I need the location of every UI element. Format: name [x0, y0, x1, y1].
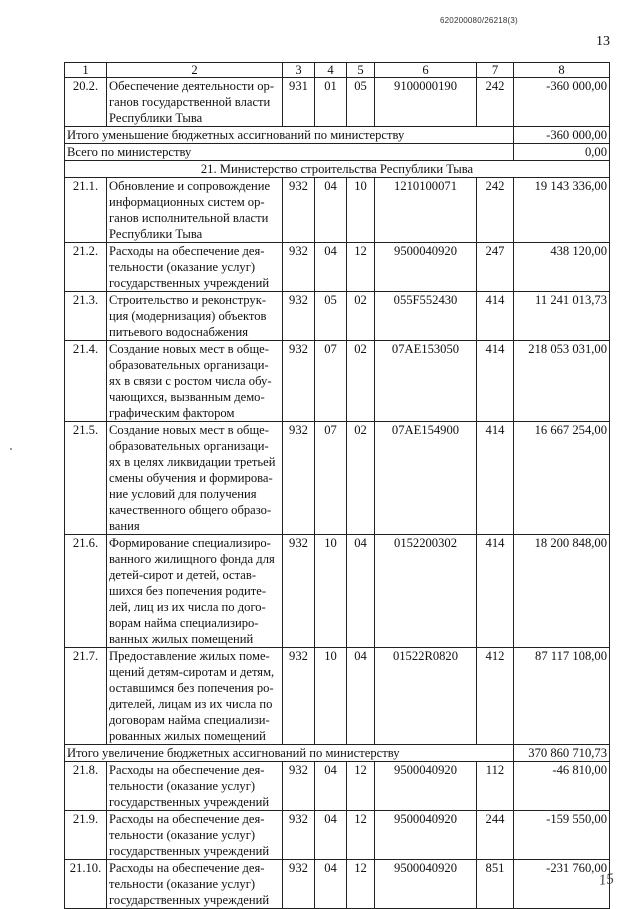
- cell-expense-type: 247: [477, 243, 514, 292]
- row-number: 21.8.: [65, 762, 107, 811]
- cell-amount: -46 810,00: [514, 762, 610, 811]
- row-number: 21.10.: [65, 860, 107, 909]
- row-description: Расходы на обеспечение дея-тельности (оказание услуг) государственных учреждений: [107, 811, 283, 860]
- column-header: 2: [107, 63, 283, 78]
- cell-section: 01: [315, 78, 347, 127]
- cell-amount: 19 143 336,00: [514, 178, 610, 243]
- subtotal-value: -360 000,00: [514, 127, 610, 144]
- cell-target-item: 9500040920: [375, 762, 477, 811]
- table-row: [65, 422, 610, 535]
- cell-amount: 16 667 254,00: [514, 422, 610, 535]
- cell-expense-type: 851: [477, 860, 514, 909]
- row-description: Расходы на обеспечение дея-тельности (оказание услуг) государственных учреждений: [107, 860, 283, 909]
- subtotal-value: 370 860 710,73: [514, 745, 610, 762]
- column-header: 3: [283, 63, 315, 78]
- row-number: 21.7.: [65, 648, 107, 745]
- table-row: [65, 535, 610, 648]
- table-row: [65, 292, 610, 341]
- row-description: Предоставление жилых поме-щений детям-сиротам и детям, оставшимся без попечения ро-дителей, лицам из их числа по договорам найма специализи-рованных жилых помещений: [107, 648, 283, 745]
- cell-expense-type: 414: [477, 292, 514, 341]
- cell-subsection: 02: [347, 422, 375, 535]
- cell-code: 932: [283, 341, 315, 422]
- cell-amount: -360 000,00: [514, 78, 610, 127]
- table-row: [65, 178, 610, 243]
- subtotal-label: Итого увеличение бюджетных ассигнований по министерству: [65, 745, 514, 762]
- cell-target-item: 9500040920: [375, 811, 477, 860]
- cell-expense-type: 112: [477, 762, 514, 811]
- row-number: 21.3.: [65, 292, 107, 341]
- subtotal-row: [65, 745, 610, 762]
- row-description: Обеспечение деятельности ор-ганов государственной власти Республики Тыва: [107, 78, 283, 127]
- cell-target-item: 9500040920: [375, 243, 477, 292]
- cell-amount: 11 241 013,73: [514, 292, 610, 341]
- cell-subsection: 05: [347, 78, 375, 127]
- cell-expense-type: 244: [477, 811, 514, 860]
- cell-expense-type: 414: [477, 422, 514, 535]
- table-row: [65, 860, 610, 909]
- section-title: 21. Министерство строительства Республики Тыва: [65, 161, 610, 178]
- budget-table: [64, 62, 610, 909]
- cell-expense-type: 242: [477, 178, 514, 243]
- cell-code: 931: [283, 78, 315, 127]
- cell-code: 932: [283, 860, 315, 909]
- row-description: Строительство и реконструк-ция (модернизация) объектов питьевого водоснабжения: [107, 292, 283, 341]
- cell-target-item: 1210100071: [375, 178, 477, 243]
- row-number: 21.2.: [65, 243, 107, 292]
- cell-amount: -159 550,00: [514, 811, 610, 860]
- cell-amount: 438 120,00: [514, 243, 610, 292]
- cell-section: 10: [315, 648, 347, 745]
- cell-expense-type: 414: [477, 341, 514, 422]
- column-header: 5: [347, 63, 375, 78]
- row-description: Расходы на обеспечение дея-тельности (оказание услуг) государственных учреждений: [107, 762, 283, 811]
- table-row: [65, 648, 610, 745]
- cell-section: 05: [315, 292, 347, 341]
- document-code: 620200080/26218(3): [440, 16, 518, 25]
- cell-subsection: 02: [347, 292, 375, 341]
- cell-amount: 218 053 031,00: [514, 341, 610, 422]
- column-header: 6: [375, 63, 477, 78]
- cell-code: 932: [283, 292, 315, 341]
- cell-section: 04: [315, 243, 347, 292]
- row-number: 21.9.: [65, 811, 107, 860]
- cell-amount: -231 760,00: [514, 860, 610, 909]
- cell-target-item: 01522R0820: [375, 648, 477, 745]
- table-row: [65, 78, 610, 127]
- table-row: [65, 243, 610, 292]
- cell-code: 932: [283, 178, 315, 243]
- cell-subsection: 12: [347, 860, 375, 909]
- subtotal-row: [65, 127, 610, 144]
- cell-section: 04: [315, 811, 347, 860]
- cell-expense-type: 414: [477, 535, 514, 648]
- column-header: 8: [514, 63, 610, 78]
- table-row: [65, 762, 610, 811]
- row-number: 21.1.: [65, 178, 107, 243]
- page-number: 13: [596, 34, 610, 49]
- cell-code: 932: [283, 243, 315, 292]
- cell-section: 04: [315, 860, 347, 909]
- cell-section: 04: [315, 178, 347, 243]
- handwritten-page-number: 15: [597, 871, 615, 889]
- cell-target-item: 9500040920: [375, 860, 477, 909]
- row-description: Расходы на обеспечение дея-тельности (оказание услуг) государственных учреждений: [107, 243, 283, 292]
- subtotal-label: Итого уменьшение бюджетных ассигнований по министерству: [65, 127, 514, 144]
- cell-section: 07: [315, 422, 347, 535]
- row-number: 21.4.: [65, 341, 107, 422]
- row-description: Формирование специализиро-ванного жилищного фонда для детей-сирот и детей, остав-шихся без попечения родите-лей, лиц из их числа по дого-ворам найма специализиро-ванных жилых помещений: [107, 535, 283, 648]
- cell-subsection: 12: [347, 811, 375, 860]
- column-header: 4: [315, 63, 347, 78]
- column-header: 7: [477, 63, 514, 78]
- cell-subsection: 10: [347, 178, 375, 243]
- cell-code: 932: [283, 648, 315, 745]
- cell-expense-type: 412: [477, 648, 514, 745]
- cell-target-item: 0152200302: [375, 535, 477, 648]
- total-value: 0,00: [514, 144, 610, 161]
- cell-subsection: 12: [347, 762, 375, 811]
- cell-subsection: 04: [347, 648, 375, 745]
- cell-subsection: 02: [347, 341, 375, 422]
- table-row: [65, 811, 610, 860]
- cell-target-item: 07AE153050: [375, 341, 477, 422]
- row-number: 21.6.: [65, 535, 107, 648]
- cell-amount: 18 200 848,00: [514, 535, 610, 648]
- cell-code: 932: [283, 422, 315, 535]
- total-row: [65, 144, 610, 161]
- cell-target-item: 9100000190: [375, 78, 477, 127]
- cell-code: 932: [283, 762, 315, 811]
- row-description: Создание новых мест в обще-образовательных организаци-ях в целях ликвидации третьей смены обучения и формирова-ние условий для получения качественного общего образо-вания: [107, 422, 283, 535]
- cell-amount: 87 117 108,00: [514, 648, 610, 745]
- cell-section: 10: [315, 535, 347, 648]
- total-label: Всего по министерству: [65, 144, 514, 161]
- column-header-row: [65, 63, 610, 78]
- margin-mark: [10, 448, 12, 450]
- cell-section: 04: [315, 762, 347, 811]
- cell-code: 932: [283, 535, 315, 648]
- column-header: 1: [65, 63, 107, 78]
- table-row: [65, 341, 610, 422]
- row-description: Обновление и сопровождение информационных систем ор-ганов исполнительной власти Республики Тыва: [107, 178, 283, 243]
- cell-expense-type: 242: [477, 78, 514, 127]
- row-description: Создание новых мест в обще-образовательных организаци-ях в связи с ростом числа обу-чающихся, вызванным демо-графическим фактором: [107, 341, 283, 422]
- cell-section: 07: [315, 341, 347, 422]
- section-row: [65, 161, 610, 178]
- cell-target-item: 055F552430: [375, 292, 477, 341]
- cell-subsection: 04: [347, 535, 375, 648]
- cell-subsection: 12: [347, 243, 375, 292]
- cell-target-item: 07AE154900: [375, 422, 477, 535]
- row-number: 21.5.: [65, 422, 107, 535]
- cell-code: 932: [283, 811, 315, 860]
- row-number: 20.2.: [65, 78, 107, 127]
